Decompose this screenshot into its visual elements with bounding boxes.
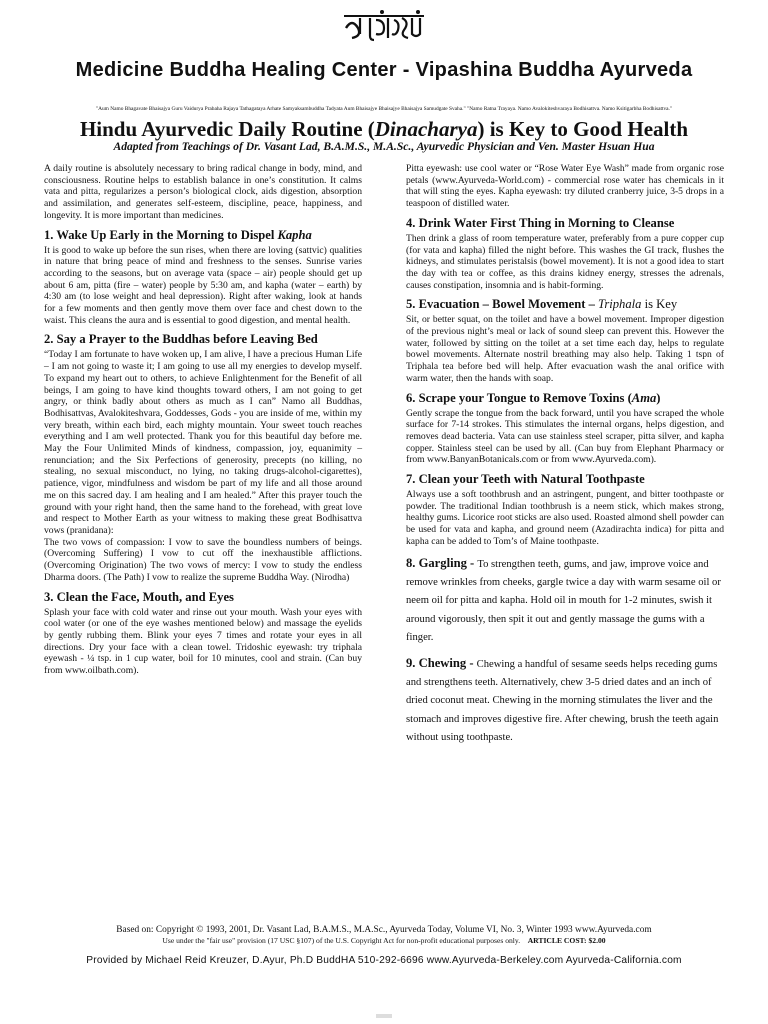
section-4-heading: 4. Drink Water First Thing in Morning to Cleanse [406,215,675,230]
mantra-line: "Aum Namo Bhagavate Bhaisajya Guru Vaidurya Prabaha Rajaya Tathagataya Arhate Samyaksambuddha Tadyata Aum Bhaisajye Bhaisajye Bhaisajya Samudgate Svaha." "Namo Ratna Trayaya. Namo Avalokiteshvaraya Bodhisattva. Namo Ksitigarbha Bodhisattva." [95,106,673,112]
center-title: Medicine Buddha Healing Center - Vipashina Buddha Ayurveda [75,59,693,81]
section-4-body: Then drink a glass of room temperature water, preferably from a pure copper cup (for vata and kapha) filled the night before. This washes the GI track, flushes the kidneys, and stimulates peristalsis (bowel movement). It is not a good idea to start the day with tea or coffee, as this drains kidney energy, stresses the adrenals, causes constipation, insomnia and is habit-forming. [406,232,724,291]
section-3-continued: Pitta eyewash: use cool water or “Rose Water Eye Wash” made from organic rose petals (www.Ayurveda-World.com) - commercial rose water has chemicals in it that will sting the eyes. Kapha eyewash: try diluted cranberry juice, 3-5 drops in a teaspoon of distilled water. [406,163,724,210]
article-subtitle: Adapted from Teachings of Dr. Vasant Lad, B.A.M.S., M.A.Sc., Ayurvedic Physician and Ven. Master Hsuan Hua [113,140,655,153]
section-6-body: Gently scrape the tongue from the back forward, until you have scraped the whole surface for 7-14 strokes. This stimulates the internal organs, helps digestion, and removes dead bacteria. Vata can use stainless steel scraper, pitta silver, and kapha copper. Stainless steel can be used by all. (Can buy from Elephant Pharmacy or from www.BanyanBotanicals.com or from www.Ayurveda.com). [406,407,724,466]
section-1-heading: 1. Wake Up Early in the Morning to Dispel Kapha [44,227,312,242]
section-7-heading: 7. Clean your Teeth with Natural Toothpaste [406,472,645,487]
section-8-heading: 8. Gargling - [406,555,478,570]
section-8 [406,556,724,648]
copyright-line: Based on: Copyright © 1993, 2001, Dr. Vasant Lad, B.A.M.S., M.A.Sc., Ayurveda Today, Volume VI, No. 3, Winter 1993 www.Ayurveda.com [116,925,652,935]
intro-paragraph: A daily routine is absolutely necessary to bring radical change in body, mind, and consciousness. Routine helps to establish balance in one’s constitution. It calms vata and pitta, regularizes a person’s biological clock, aids digestion, absorption and assimilation, and generates self-esteem, discipline, peace, happiness, and longevity. It is more important than medicines. [44,163,362,221]
om-mani-script-icon [342,8,426,42]
section-9-body: Chewing a handful of sesame seeds helps receding gums and strengthens teeth. Alternatively, chew 3-5 dried dates and an inch of dried coconut meat. Chewing in the morning stimulates the liver and the stomach and improves digestive fire. After chewing, brush the teeth again without using toothpaste. [406,658,719,744]
section-3-heading: 3. Clean the Face, Mouth, and Eyes [44,589,234,604]
section-8-body: To strengthen teeth, gums, and jaw, improve voice and remove wrinkles from cheeks, gargle twice a day with warm sesame oil or neem oil for pitta and kapha. Hold oil in mouth for 1-2 minutes, swish it around vigorously, then spit it out and gently massage the gums with a finger. [406,558,721,644]
tibetan-mantra-emblem [0,8,768,47]
page-bottom-mark [376,1014,392,1018]
section-5-heading: 5. Evacuation – Bowel Movement – Triphala is Key [406,297,678,312]
section-3-body: Splash your face with cold water and rinse out your mouth. Wash your eyes with cool water (or one of the eye washes mentioned below) and massage the eyelids by gently rubbing them. Blink your eyes 7 times and rotate your eyes in all directions. Dry your face with a clean towel. Tridoshic eyewash: try triphala eyewash - ¼ tsp. in 1 cup water, boil for 10 minutes, cool and strain. (Can buy from www.oilbath.com). [44,606,362,677]
section-6-heading: 6. Scrape your Tongue to Remove Toxins (Ama) [406,390,661,405]
left-column [44,163,362,677]
section-2-body: “Today I am fortunate to have woken up, I am alive, I have a precious Human Life – I am not going to waste it; I am going to use all my energies to develop myself. To expand my heart out to others, to achieve Enlightenment for the Benefit of all beings, I am going to have kind thoughts toward others, I am not going to get angry, or think badly about others as much as I can” Namo all Buddhas, Bodhisattvas, Avalokiteshvara, Goddesses, Gods - you are inside of me, within my very breath, within each bird, each mighty mountain. Your sweet touch reaches everything and I am well protected. Thank you for this beautiful day before me. May the Four Unlimited Minds of kindness, compassion, joy, equanimity – renunciation; and the Six Perfections of generosity, precepts (no killing, no stealing, no sexual misconduct, no lying, no taking drugs-alcohol-cigarettes), patience, vigor, mindfulness and wisdom be part of my life and all those around me on this sacred day. I am healing and I am healed.” After this prayer touch the ground with your right hand, then the same hand to the forehead, with great love and respect to Mother Earth as your witness to making these great Bodhisattva vows (pranidana): [44,349,362,536]
section-7-body: Always use a soft toothbrush and an astringent, pungent, and bitter toothpaste or powder. The traditional Indian toothbrush is a neem stick, which makes strong, healthy gums. Licorice root sticks are also used. Roasted almond shell powder can be used for vata and kapha, and ground neem (Azadirachta indica) for pitta and kapha can be added to Tom’s of Maine toothpaste. [406,489,724,547]
right-column [406,163,724,748]
section-2-vows: The two vows of compassion: I vow to save the boundless numbers of beings. (Overcoming Suffering) I vow to cut off the inexhaustible afflictions. (Overcoming Origination) The two vows of mercy: I vow to study the endless Dharma doors. (The Path) I vow to realize the supreme Buddha Way. (Nirodha) [44,536,362,583]
section-1-body: It is good to wake up before the sun rises, when there are loving (sattvic) qualities in nature that bring peace of mind and freshness to the senses. Sunrise varies according to the seasons, but on average vata (space – air) people should get up about 6 am, pitta (fire – water) people by 5:30 am, and kapha (water – earth) by 4:30 am (to lose weight and heal depression). Right after waking, look at hands for a few moments and then gently move them over face and chest down to the waist. This cleans the aura and is essential to good digestion, and mental health. [44,244,362,326]
article-headline: Hindu Ayurvedic Daily Routine (Dinacharya) is Key to Good Health [79,117,689,141]
provider-line: Provided by Michael Reid Kreuzer, D.Ayur, Ph.D BuddHA 510-292-6696 www.Ayurveda-Berkeley.com Ayurveda-California.com [86,955,682,966]
section-2-heading: 2. Say a Prayer to the Buddhas before Leaving Bed [44,332,318,347]
section-9-heading: 9. Chewing - [406,655,477,670]
section-5-body: Sit, or better squat, on the toilet and have a bowel movement. Improper digestion of the previous night’s meal or lack of sound sleep can prevent this. However the water, followed by sitting on the toilet at a set time each day, helps to regulate bowel movements. Alternate nostril breathing may also help. Taking 1 tspn of Triphala tea before bed will help. After evacuation wash the anal orifice with warm water, then the hands with soap. [406,314,724,384]
section-9 [406,656,724,748]
fair-use-line: Use under the "fair use" provision (17 USC §107) of the U.S. Copyright Act for non-profit educational purposes only. ARTICLE COST: $2.00 [162,936,606,945]
